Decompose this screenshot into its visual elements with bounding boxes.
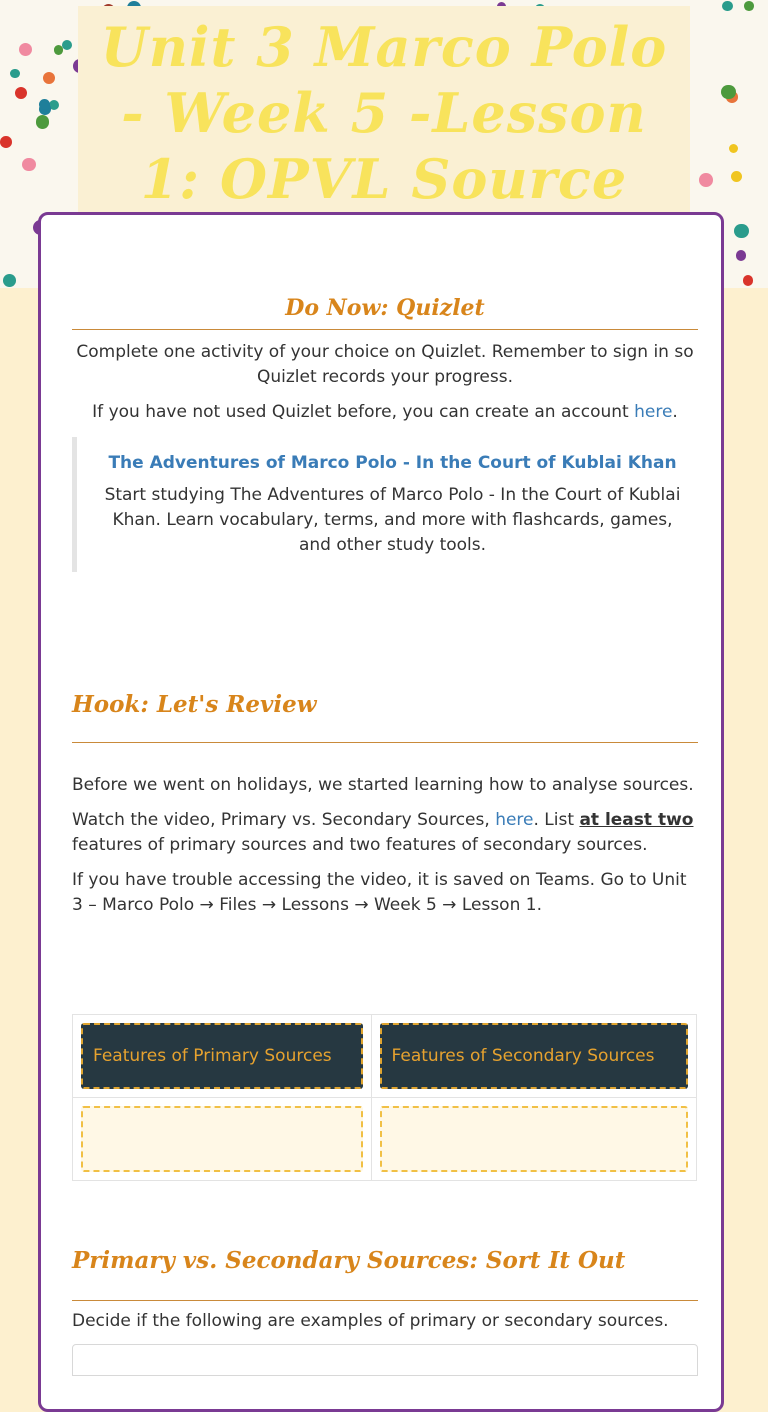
hook-video-instructions: Watch the video, Primary vs. Secondary Sources, here. List at least two features of primary sources and two features of secondary sources. <box>72 810 694 855</box>
sort-section <box>72 1247 698 1376</box>
primary-features-header: Features of Primary Sources <box>81 1023 363 1089</box>
do-now-divider <box>72 329 698 330</box>
polka-dot <box>54 45 64 55</box>
polka-dot <box>0 136 12 148</box>
hook-divider <box>72 742 698 743</box>
secondary-features-answer-field[interactable] <box>380 1106 688 1172</box>
polka-dot <box>743 275 754 286</box>
polka-dot <box>19 43 32 56</box>
polka-dot <box>3 274 16 287</box>
polka-dot <box>744 1 754 11</box>
content-card <box>38 212 724 1412</box>
sort-instructions: Decide if the following are examples of primary or secondary sources. <box>72 1311 669 1331</box>
hook-intro: Before we went on holidays, we started learning how to analyse sources. <box>72 775 694 795</box>
page-title: Unit 3 Marco Polo - Week 5 -Lesson 1: OPVL Source <box>100 15 668 211</box>
table-input-row <box>73 1098 697 1181</box>
table-header-row <box>73 1015 697 1098</box>
quizlet-embed-description: Start studying The Adventures of Marco Polo - In the Court of Kublai Khan. Learn vocabulary, terms, and more with flashcards, games, and other study tools. <box>104 485 681 555</box>
hook-teams-note: If you have trouble accessing the video, it is saved on Teams. Go to Unit 3 – Marco Polo → Files → Lessons → Week 5 → Lesson 1. <box>72 870 687 915</box>
quizlet-embed <box>72 437 698 572</box>
do-now-section <box>72 295 698 572</box>
polka-dot <box>43 72 55 84</box>
polka-dot <box>721 85 735 99</box>
secondary-features-header: Features of Secondary Sources <box>380 1023 688 1089</box>
polka-dot <box>731 171 742 182</box>
features-table-wrapper <box>72 1014 698 1181</box>
polka-dot <box>736 250 746 260</box>
quizlet-embed-title[interactable]: The Adventures of Marco Polo - In the Court of Kublai Khan <box>108 453 677 473</box>
polka-dot <box>699 173 713 187</box>
sort-heading: Primary vs. Secondary Sources: Sort It Out <box>72 1247 626 1274</box>
hook-heading: Hook: Let's Review <box>72 691 317 718</box>
polka-dot <box>22 158 35 171</box>
polka-dot <box>62 40 72 50</box>
polka-dot <box>729 144 738 153</box>
polka-dot <box>10 69 20 79</box>
features-table <box>72 1014 697 1181</box>
video-link[interactable]: here <box>495 810 534 830</box>
polka-dot <box>722 1 733 12</box>
emphasis-at-least-two: at least two <box>579 810 694 830</box>
primary-features-answer-field[interactable] <box>81 1106 363 1172</box>
quizlet-account-link[interactable]: here <box>634 402 673 422</box>
do-now-account-text: If you have not used Quizlet before, you can create an account here. <box>92 402 678 422</box>
do-now-instructions: Complete one activity of your choice on Quizlet. Remember to sign in so Quizlet records your progress. <box>76 342 694 387</box>
do-now-heading: Do Now: Quizlet <box>285 295 485 321</box>
polka-dot <box>36 115 49 128</box>
polka-dot <box>15 87 28 100</box>
sort-divider <box>72 1300 698 1301</box>
polka-dot <box>39 99 50 110</box>
sort-activity-box[interactable] <box>72 1344 698 1376</box>
polka-dot <box>734 224 749 239</box>
hook-section <box>72 691 698 918</box>
title-box <box>78 6 690 218</box>
